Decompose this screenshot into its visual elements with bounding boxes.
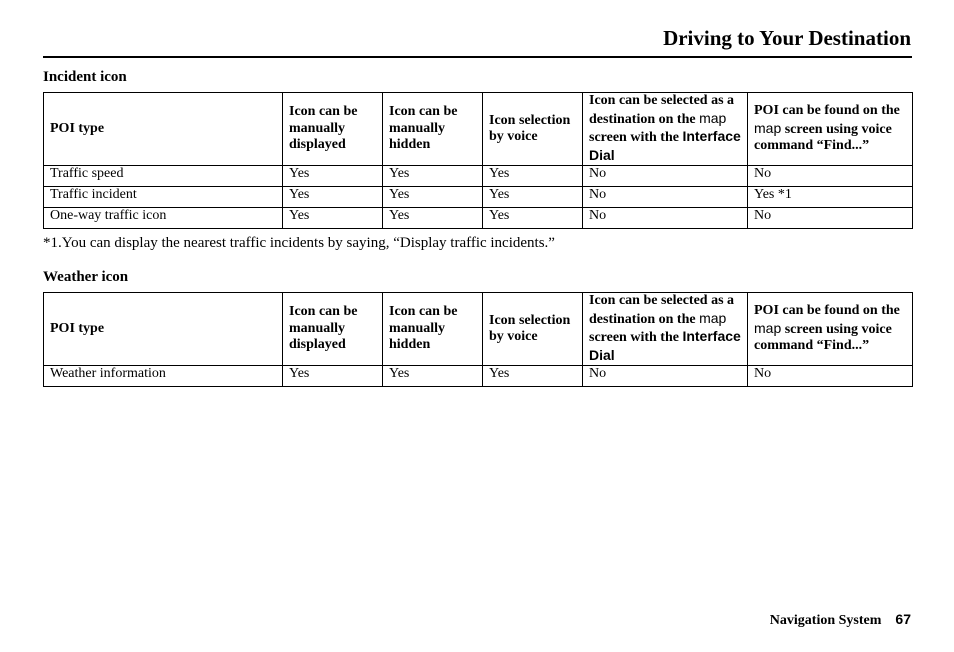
incident-icon-table: [43, 92, 913, 229]
map-screen-label: map: [699, 109, 727, 126]
weather-icon-table: [43, 292, 913, 387]
header-find-by-voice: [748, 93, 913, 166]
header-text: screen using voice command “Find...”: [754, 321, 892, 354]
incident-icon-heading: Incident icon: [43, 69, 127, 85]
table-cell: No: [748, 366, 913, 387]
header-text: Icon can be selected as a destination on the: [589, 93, 735, 127]
table-cell: Yes: [283, 208, 383, 229]
page-number: 67: [895, 611, 911, 627]
header-selection-by-voice: Icon selection by voice: [483, 293, 583, 366]
map-screen-label: map: [754, 319, 782, 336]
header-text: screen using voice command “Find...”: [754, 121, 892, 154]
table-cell: Yes: [383, 208, 483, 229]
table-cell: Yes: [483, 166, 583, 187]
incident-footnote: *1.You can display the nearest traffic incidents by saying, “Display traffic incidents.”: [43, 235, 555, 251]
table-cell: No: [748, 208, 913, 229]
table-cell: No: [583, 208, 748, 229]
table-cell: Yes *1: [748, 187, 913, 208]
table-row: [44, 166, 913, 187]
table-row: [44, 187, 913, 208]
header-find-by-voice: [748, 293, 913, 366]
header-text: POI can be found on the: [754, 103, 900, 119]
header-manually-hidden: Icon can be manually hidden: [383, 293, 483, 366]
title-rule: [43, 56, 912, 58]
map-screen-label: map: [754, 119, 782, 136]
poi-type-cell: One-way traffic icon: [44, 208, 283, 229]
header-manually-hidden: Icon can be manually hidden: [383, 93, 483, 166]
table-row: [44, 208, 913, 229]
header-manually-displayed: Icon can be manually displayed: [283, 293, 383, 366]
table-cell: Yes: [383, 166, 483, 187]
header-poi-type: POI type: [44, 93, 283, 166]
header-text: screen with the: [589, 130, 683, 145]
table-cell: No: [748, 166, 913, 187]
table-cell: No: [583, 187, 748, 208]
header-text: POI can be found on the: [754, 303, 900, 319]
table-cell: Yes: [483, 208, 583, 229]
table-row: [44, 366, 913, 387]
page-footer: [770, 611, 911, 629]
page-title: Driving to Your Destination: [663, 26, 911, 50]
footer-label: Navigation System: [769, 613, 882, 628]
header-selectable-destination: [583, 93, 748, 166]
poi-type-cell: Weather information: [44, 366, 283, 387]
header-text: screen with the: [589, 330, 683, 345]
table-cell: Yes: [283, 166, 383, 187]
map-screen-label: map: [699, 309, 727, 326]
table-cell: Yes: [383, 366, 483, 387]
interface-dial-label: Interface Dial: [589, 328, 741, 363]
table-cell: Yes: [283, 366, 383, 387]
poi-type-cell: Traffic speed: [44, 166, 283, 187]
table-cell: No: [583, 166, 748, 187]
table-cell: Yes: [483, 366, 583, 387]
header-selection-by-voice: Icon selection by voice: [483, 93, 583, 166]
header-manually-displayed: Icon can be manually displayed: [283, 93, 383, 166]
interface-dial-label: Interface Dial: [589, 128, 741, 163]
table-cell: Yes: [383, 187, 483, 208]
table-cell: Yes: [283, 187, 383, 208]
table-header-row: [44, 93, 913, 166]
poi-type-cell: Traffic incident: [44, 187, 283, 208]
header-text: Icon can be selected as a destination on the: [589, 293, 735, 327]
table-header-row: [44, 293, 913, 366]
table-cell: No: [583, 366, 748, 387]
header-poi-type: POI type: [44, 293, 283, 366]
header-selectable-destination: [583, 293, 748, 366]
table-cell: Yes: [483, 187, 583, 208]
weather-icon-heading: Weather icon: [43, 269, 129, 285]
